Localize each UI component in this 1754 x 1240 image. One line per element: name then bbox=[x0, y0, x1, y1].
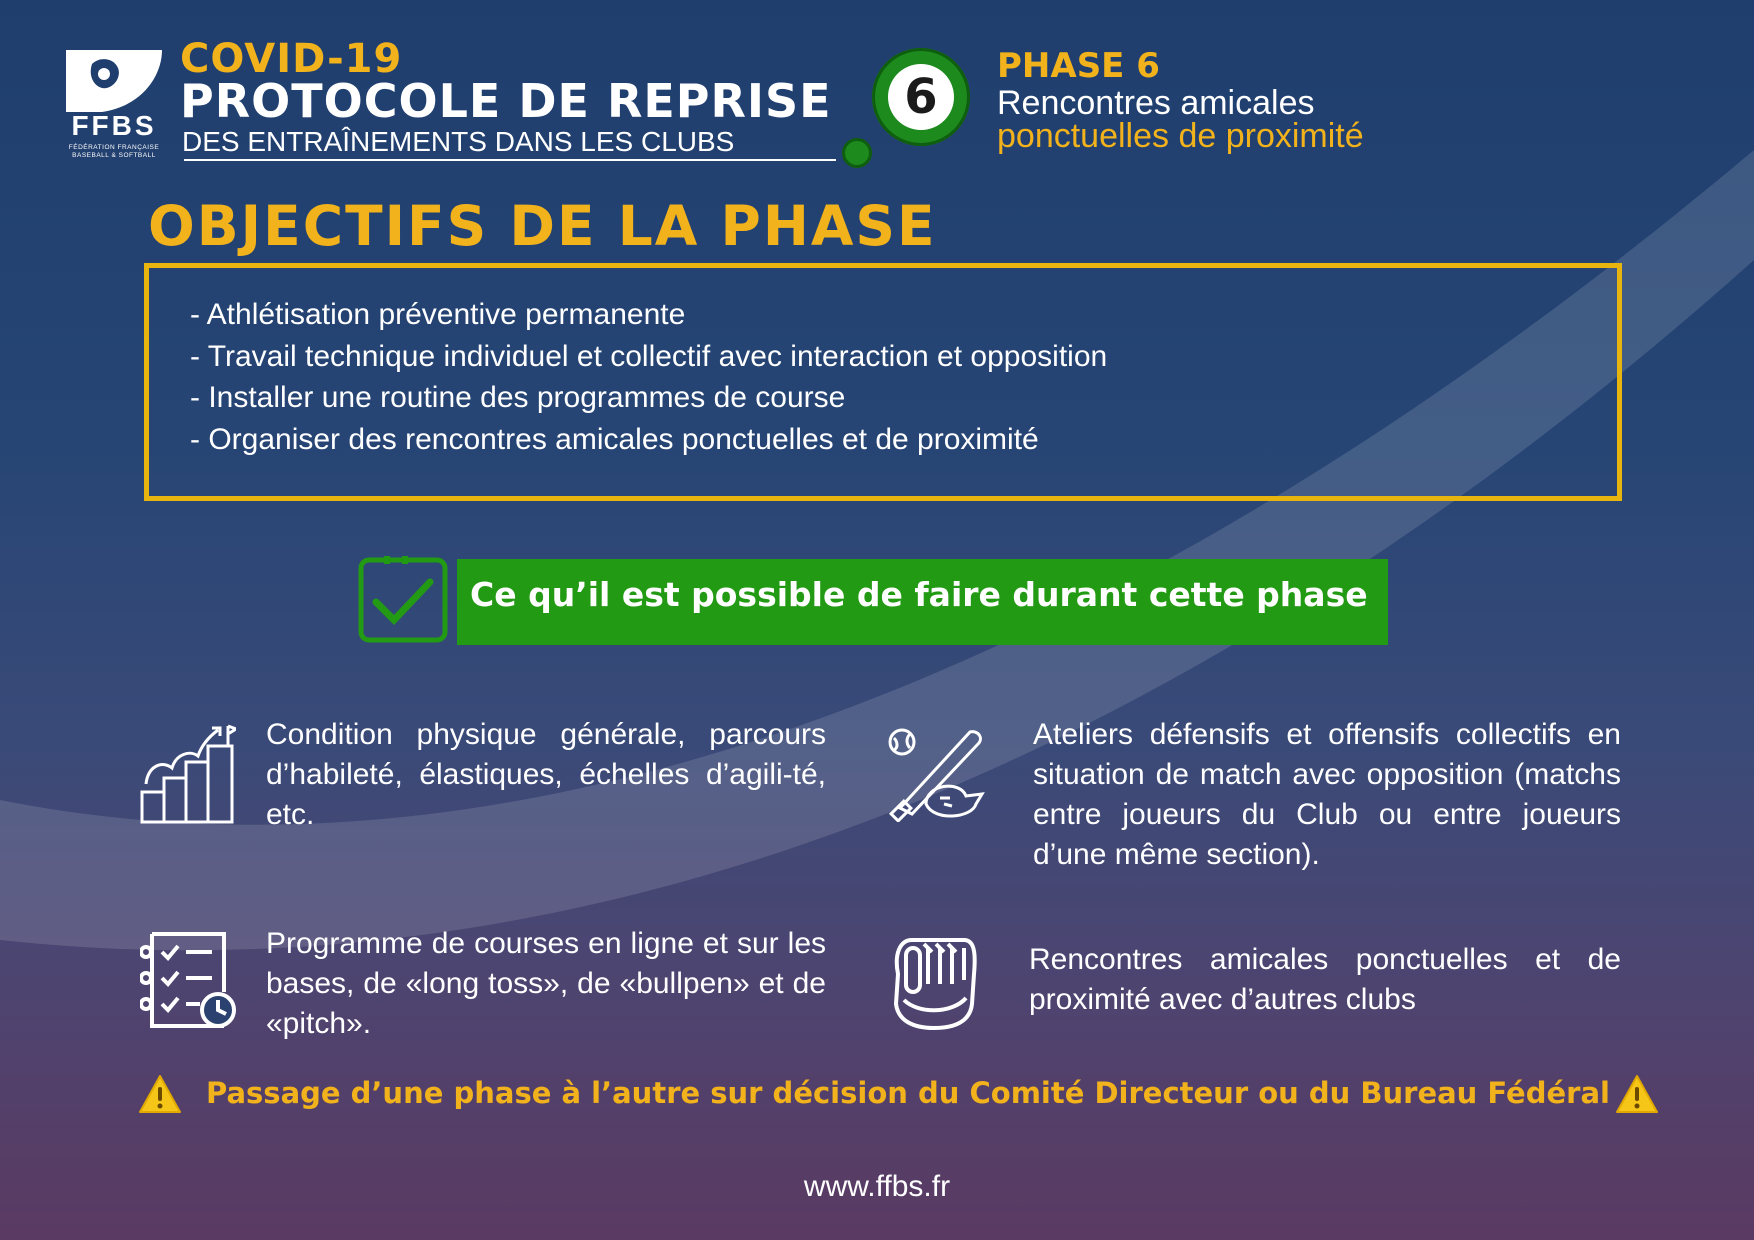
phase-subtitle-line1: Rencontres amicales bbox=[997, 84, 1315, 122]
checkbox-icon bbox=[358, 556, 448, 644]
objective-item: - Travail technique individuel et collectif avec interaction et opposition bbox=[190, 339, 1108, 373]
phase-subtitle-line2: ponctuelles de proximité bbox=[997, 117, 1364, 155]
baseball-glove-icon bbox=[888, 934, 978, 1032]
warning-text: Passage d’une phase à l’autre sur décision du Comité Directeur ou du Bureau Fédéral bbox=[206, 1076, 1610, 1110]
checklist-clock-icon bbox=[140, 930, 236, 1030]
activity-text: Programme de courses en ligne et sur les bases, de «long toss», de «bullpen» et de «pitch». bbox=[266, 927, 826, 1040]
objective-item: - Organiser des rencontres amicales ponctuelles et de proximité bbox=[190, 422, 1039, 456]
warning-icon bbox=[138, 1074, 182, 1114]
objective-item: - Installer une routine des programmes de course bbox=[190, 381, 846, 414]
header-divider bbox=[184, 159, 836, 161]
progress-chart-icon bbox=[140, 724, 236, 824]
covid-label: COVID-19 bbox=[180, 36, 403, 82]
activity-text: Condition physique générale, parcours d’habileté, élastiques, échelles d’agili-té, etc. bbox=[266, 718, 826, 831]
objectives-list bbox=[190, 294, 1107, 460]
possible-label: Ce qu’il est possible de faire durant cette phase bbox=[470, 575, 1368, 614]
activity-text: Ateliers défensifs et offensifs collectifs en situation de match avec opposition (matchs entre joueurs du Club ou entre joueurs d’une même section). bbox=[1033, 718, 1621, 871]
phase-title: PHASE 6 bbox=[997, 46, 1160, 86]
logo-subtitle: FÉDÉRATION FRANÇAISE BASEBALL & SOFTBALL bbox=[68, 144, 160, 159]
objective-item: - Athlétisation préventive permanente bbox=[190, 298, 686, 331]
activity-text: Rencontres amicales ponctuelles et de proximité avec d’autres clubs bbox=[1029, 943, 1621, 1016]
logo-letters: FFBS bbox=[71, 110, 157, 141]
phase-number: 6 bbox=[888, 64, 954, 130]
baseball-batter-icon bbox=[886, 728, 986, 822]
protocol-title: PROTOCOLE DE REPRISE bbox=[180, 74, 832, 128]
footer-url[interactable]: www.ffbs.fr bbox=[803, 1170, 951, 1203]
objectives-title: OBJECTIFS DE LA PHASE bbox=[148, 194, 937, 258]
badge-dot bbox=[842, 138, 872, 168]
protocol-subtitle: DES ENTRAÎNEMENTS DANS LES CLUBS bbox=[182, 126, 735, 157]
warning-icon bbox=[1615, 1074, 1659, 1114]
